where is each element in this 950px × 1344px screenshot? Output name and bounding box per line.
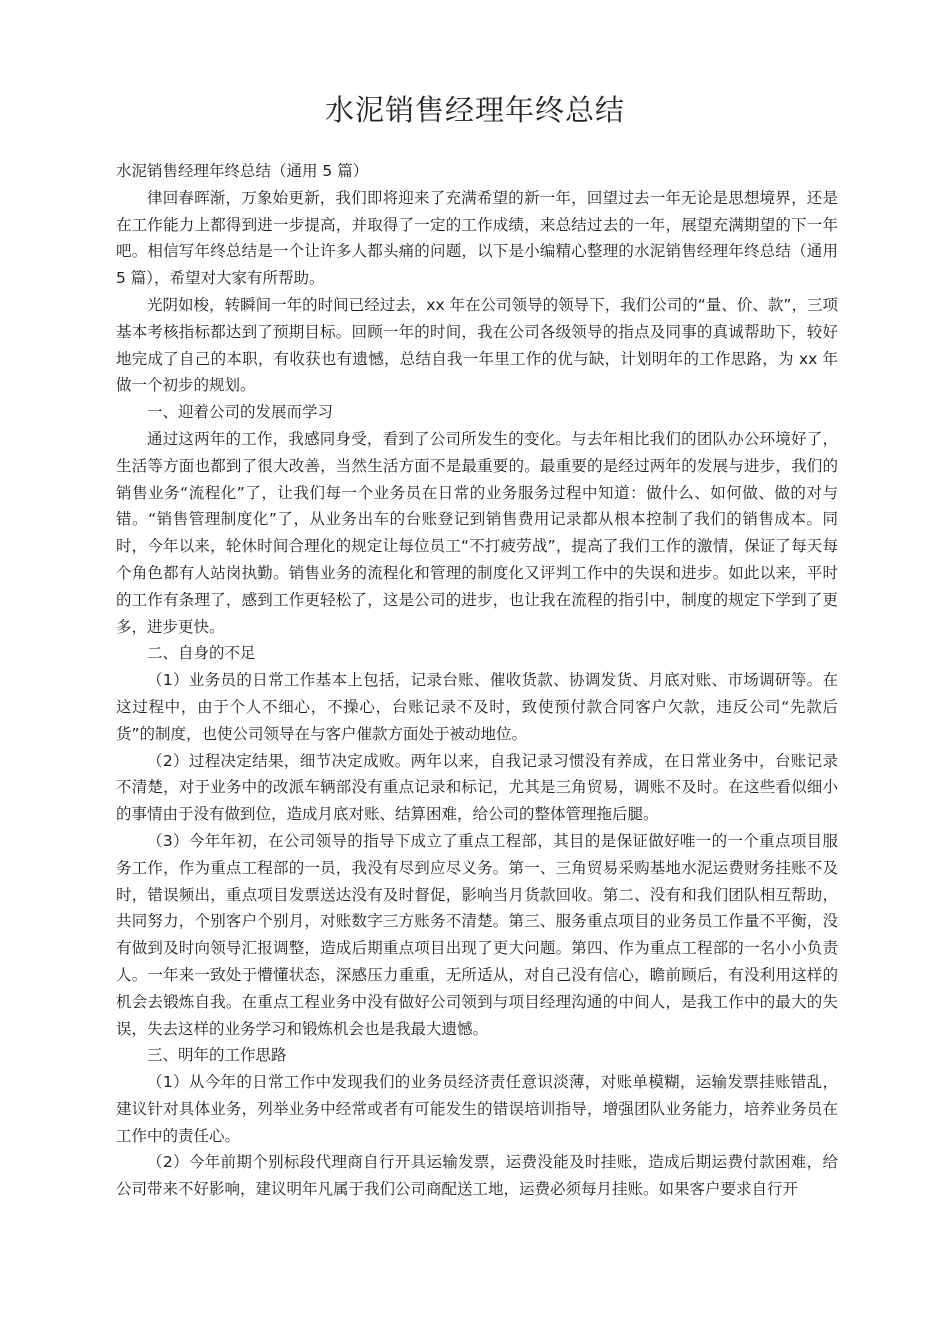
section-heading-1: 一、迎着公司的发展而学习 xyxy=(147,403,334,422)
section-heading-3: 三、明年的工作思路 xyxy=(147,1046,287,1065)
document-subtitle: 水泥销售经理年终总结（通用 5 篇） xyxy=(116,162,369,180)
paragraph-shortcoming-2: （2）过程决定结果，细节决定成败。两年以来，自我记录习惯没有养成，在日常业务中，台账记录不清楚，对于业务中的改派车辆部没有重点记录和标记，尤其是三角贸易，调账不及时。在这些看似细小的事情由于没有做到位，造成月底对账、结算困难，给公司的整体管理拖后腿。 xyxy=(116,751,838,824)
document-body xyxy=(116,158,838,1203)
paragraph-learning: 通过这两年的工作，我感同身受，看到了公司所发生的变化。与去年相比我们的团队办公环境好了，生活等方面也都到了很大改善，当然生活方面不是最重要的。最重要的是经过两年的发展与进步，我们的销售业务“流程化”了，让我们每一个业务员在日常的业务服务过程中知道：做什么、如何做、做的对与错。“销售管理制度化”了，从业务出车的台账登记到销售费用记录都从根本控制了我们的销售成本。同时，今年以来，轮休时间合理化的规定让每位员工“不打疲劳战”，提高了我们工作的激情，保证了每天每个角色都有人站岗执勤。销售业务的流程化和管理的制度化又评判工作中的失误和进步。如此以来，平时的工作有条理了，感到工作更轻松了，这是公司的进步，也让我在流程的指引中，制度的规定下学到了更多，进步更快。 xyxy=(116,429,838,636)
paragraph-shortcoming-1: （1）业务员的日常工作基本上包括，记录台账、催收货款、协调发货、月底对账、市场调研等。在这过程中，由于个人不细心，不操心，台账记录不及时，致使预付款合同客户欠款，违反公司“先款后货”的制度，也使公司领导在与客户催款方面处于被动地位。 xyxy=(116,671,838,743)
paragraph-plan-1: （1）从今年的日常工作中发现我们的业务员经济责任意识淡薄，对账单模糊，运输发票挂账错乱，建议针对具体业务，列举业务中经常或者有可能发生的错误培训指导，增强团队业务能力，培养业务员在工作中的责任心。 xyxy=(116,1073,838,1145)
paragraph-plan-2: （2）今年前期个别标段代理商自行开具运输发票，运费没能及时挂账，造成后期运费付款困难，给公司带来不好影响，建议明年凡属于我们公司商配送工地，运费必须每月挂账。如果客户要求自行开 xyxy=(116,1153,838,1199)
paragraph-shortcoming-3: （3）今年年初，在公司领导的指导下成立了重点工程部，其目的是保证做好唯一的一个重点项目服务工作，作为重点工程部的一员，我没有尽到应尽义务。第一、三角贸易采购基地水泥运费财务挂账不及时，错误频出，重点项目发票送达没有及时督促，影响当月货款回收。第二、没有和我们团队相互帮助，共同努力，个别客户个别月，对账数字三方账务不清楚。第三、服务重点项目的业务员工作量不平衡，没有做到及时向领导汇报调整，造成后期重点项目出现了更大问题。第四、作为重点工程部的一名小小负责人。一年来一致处于懵懂状态，深感压力重重，无所适从，对自己没有信心，瞻前顾后，有没利用这样的机会去锻炼自我。在重点工程业务中没有做好公司领到与项目经理沟通的中间人，是我工作中的最大的失误，失去这样的业务学习和锻炼机会也是我最大遗憾。 xyxy=(116,831,838,1038)
paragraph-intro: 律回春晖渐，万象始更新，我们即将迎来了充满希望的新一年，回望过去一年无论是思想境界，还是在工作能力上都得到进一步提高，并取得了一定的工作成绩，来总结过去的一年，展望充满期望的下一年吧。相信写年终总结是一个让许多人都头痛的问题，以下是小编精心整理的水泥销售经理年终总结（通用 5 篇），希望对大家有所帮助。 xyxy=(116,188,838,288)
document-title: 水泥销售经理年终总结 xyxy=(324,93,625,127)
section-heading-2: 二、自身的不足 xyxy=(147,644,256,663)
paragraph-overview: 光阴如梭，转瞬间一年的时间已经过去，xx 年在公司领导的领导下，我们公司的“量、价、款”，三项基本考核指标都达到了预期目标。回顾一年的时间，我在公司各级领导的指点及同事的真诚帮助下，较好地完成了自己的本职，有收获也有遗憾，总结自我一年里工作的优与缺，计划明年的工作思路，为 xx 年做一个初步的规划。 xyxy=(116,295,838,395)
